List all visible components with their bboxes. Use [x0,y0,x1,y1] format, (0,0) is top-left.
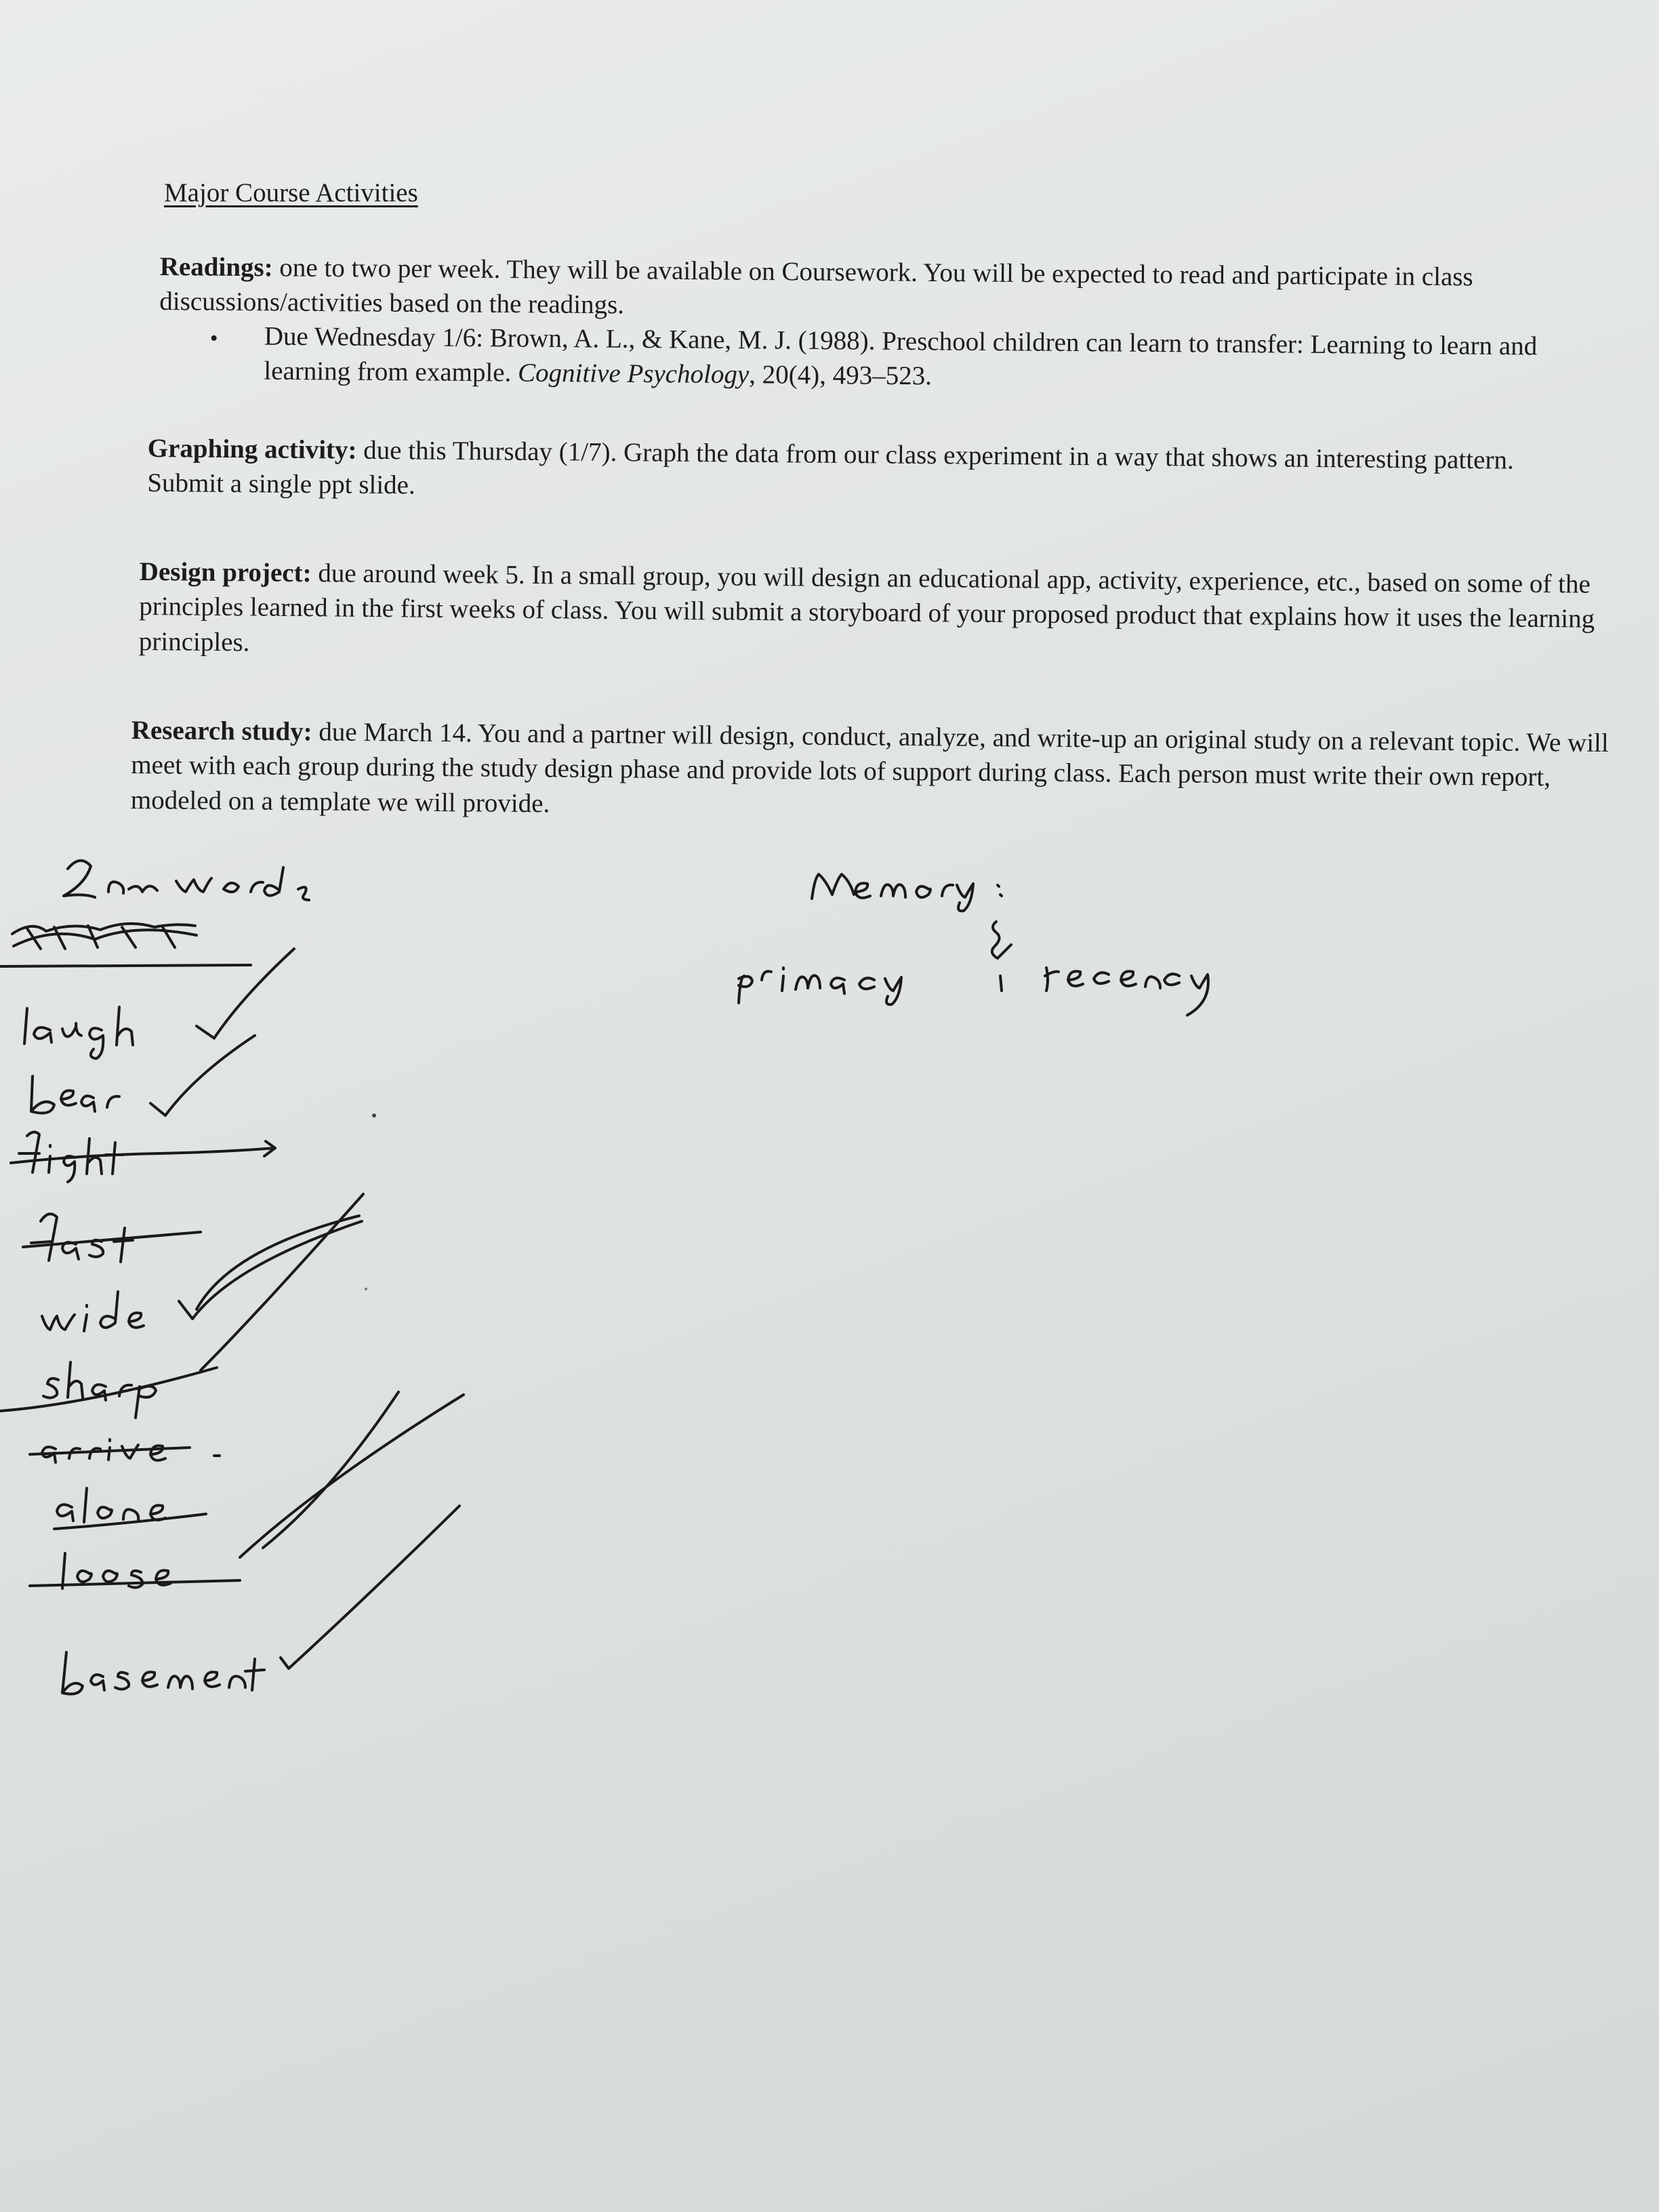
check-bear [150,1036,255,1115]
word-loose [30,1553,240,1589]
check-laugh [197,949,294,1038]
word-arrive [30,1439,220,1462]
page-title: Major Course Activities [164,178,418,207]
bullet-citation-end: , 20(4), 493–523. [749,360,933,391]
graphing-label: Graphing activity: [147,433,357,465]
check-sharp [201,1194,363,1370]
word-laugh [24,1007,133,1059]
check-basement [281,1506,459,1668]
readings-text: one to two per week. They will be available on Coursework. You will be expected to read and participate in class discussions/activities based on the readings. [159,253,1473,320]
word-fight [11,1132,275,1182]
stray-mark [365,1288,367,1290]
handwritten-memory [812,874,1002,911]
handwritten-primacy-recency [739,968,1208,1015]
word-wide [42,1292,144,1331]
word-fast [23,1214,201,1262]
handwritten-ampersand [992,922,1011,991]
design-label: Design project: [139,556,312,588]
word-basement [62,1652,264,1694]
check-alone [263,1392,398,1548]
word-sharp [0,1362,217,1418]
word-bear [31,1076,119,1113]
bullet-dot: • [209,325,218,352]
scribbled-word [0,924,251,966]
check-wide [179,1221,362,1319]
design-text: due around week 5. In a small group, you will design an educational app, activity, experience, etc., based on some of the principles learned in the first weeks of class. You will submit a storyboard of your proposed product that explains how it uses the learning principles. [138,558,1595,657]
bullet-citation: Due Wednesday 1/6: Brown, A. L., & Kane, M. J. (1988). Preschool children can learn to transfer: Learning to learn and learning from example. [264,321,1538,388]
stray-mark [372,1113,376,1118]
handwritten-header [64,861,309,900]
word-alone [54,1488,206,1529]
graphing-text: due this Thursday (1/7). Graph the data from our class experiment in a way that shows an interesting pattern. Submit a single ppt slide. [147,435,1514,500]
bullet-journal: Cognitive Psychology [517,359,750,390]
research-label: Research study: [131,715,312,747]
readings-label: Readings: [159,251,273,283]
research-text: due March 14. You and a partner will design, conduct, analyze, and write-up an original study on a relevant topic. We will meet with each group during the study design phase and provide lots of support during class. Each person must write their own report, modeled on a template we will provide. [130,717,1609,819]
